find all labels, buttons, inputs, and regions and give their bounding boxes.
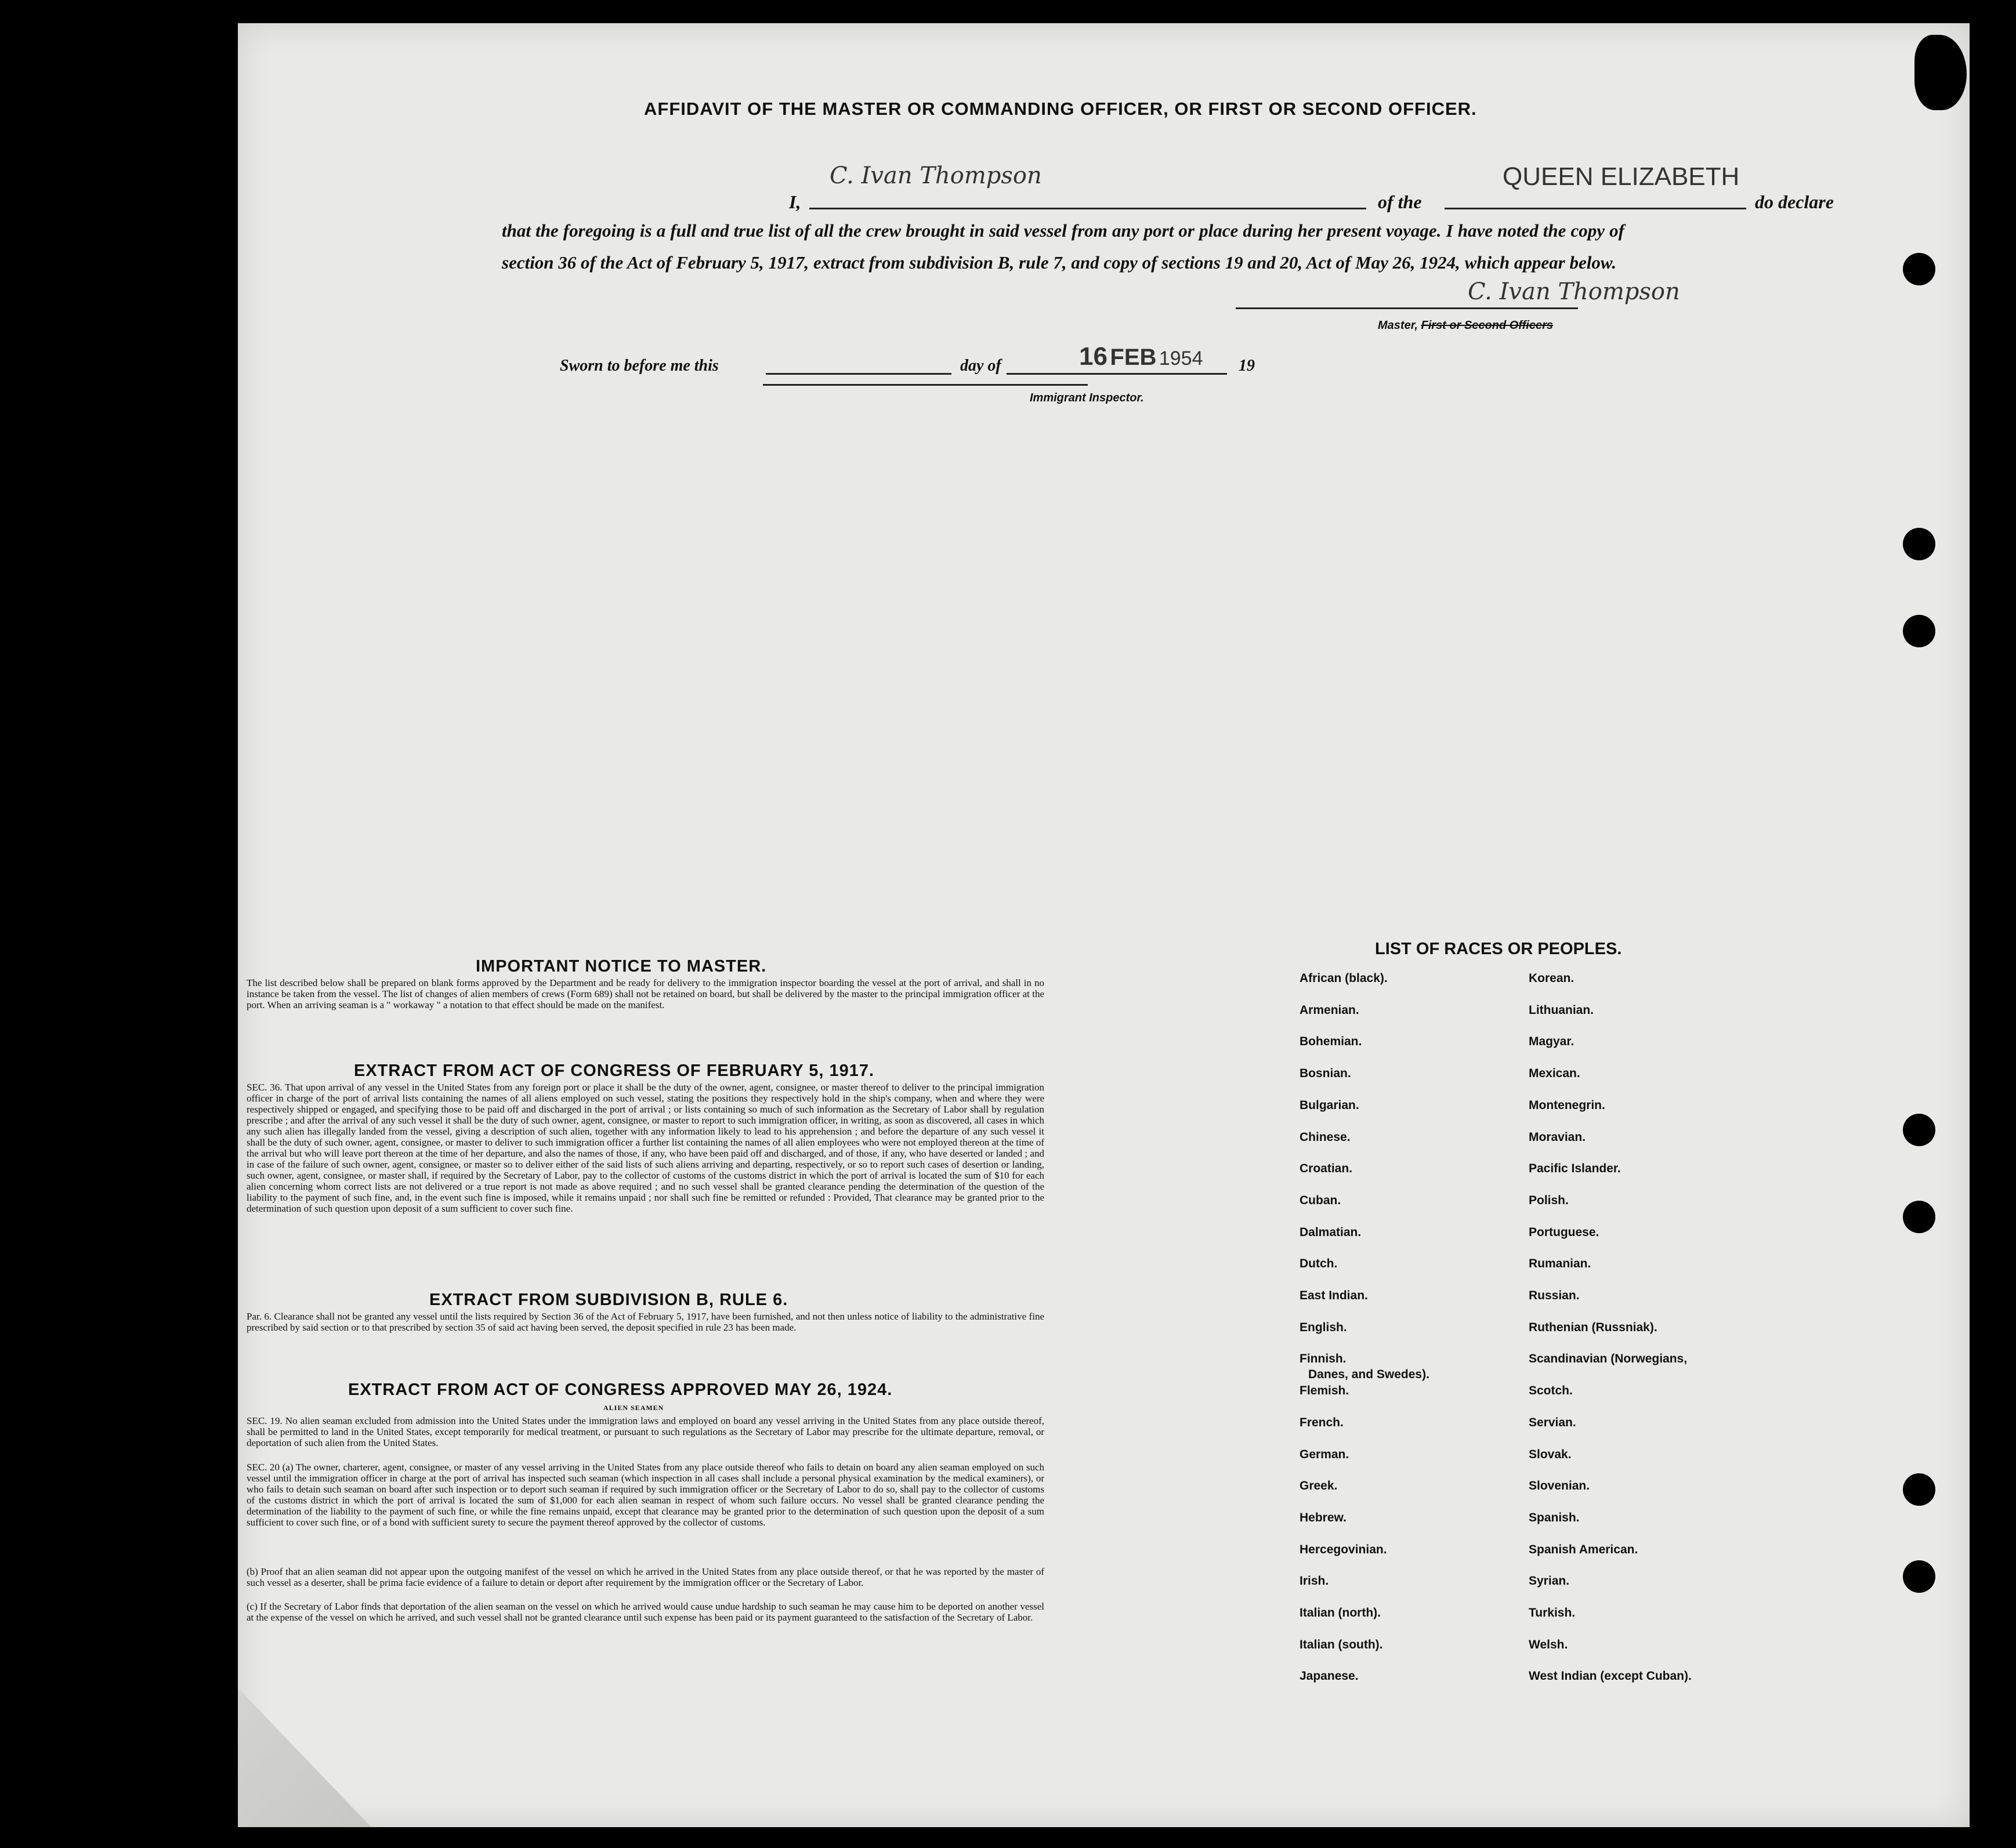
race-item: Croatian. [1300, 1162, 1353, 1175]
race-scandinavian-continued: Danes, and Swedes). [1308, 1368, 1429, 1381]
race-item: Dutch. [1300, 1257, 1338, 1270]
i-label: I, [789, 191, 801, 212]
binder-hole [1903, 1560, 1935, 1593]
master-caption-struck: First or Second Officers [1421, 319, 1553, 332]
race-item: German. [1300, 1448, 1349, 1461]
race-item: Polish. [1529, 1194, 1569, 1207]
notice-text: The list described below shall be prepared on blank forms approved by the Department and be ready for delivery to the immigration inspector boarding the vessel at the port of arrival, and shall in no instance be taken from the vessel. The list of changes of alien members of crews (Form 689) shall not be retained on board, but shall be delivered by the master to the principal immigration officer at the port. When an arriving seaman is a " workaway " a notation to that effect should be made on the manifest. [247, 977, 1044, 1010]
extract-1917-title: EXTRACT FROM ACT OF CONGRESS OF FEBRUARY 5, 1917. [354, 1061, 875, 1080]
race-item: Scandinavian (Norwegians, [1529, 1352, 1688, 1365]
race-item: Greek. [1300, 1479, 1338, 1492]
date-stamp-month: FEB [1110, 345, 1157, 370]
master-name-signature: C. Ivan Thompson [830, 162, 1042, 189]
race-item: Bulgarian. [1300, 1099, 1359, 1112]
race-item: Slovak. [1529, 1448, 1572, 1461]
do-declare-label: do declare [1755, 191, 1834, 212]
races-title: LIST OF RACES OR PEOPLES. [1375, 940, 1622, 958]
race-item: Magyar. [1529, 1035, 1575, 1048]
master-caption [1378, 319, 1553, 332]
extract-1917-text: SEC. 36. That upon arrival of any vessel in the United States from any foreign port or place it shall be the duty of the owner, agent, consignee, or master thereof to deliver to the principal immigration officer in charge of the port of arrival lists containing the names of all aliens employed on such vessel, stating the positions they respectively hold in the ship's company, when and where they were respectively shipped or engaged, and specifying those to be paid off and discharged in the port of arrival ; or lists containing so much of such information as the Secretary of Labor shall by regulation prescribe ; and after the arrival of any such vessel it shall be the duty of such owner, agent, consignee, or master to report to such immigration officer, in writing, as soon as discovered, all cases in which any such alien has illegally landed from the vessel, giving a description of such alien, together with any information likely to lead to his apprehension ; and before the departure of any such vessel it shall be the duty of such owner, agent, consignee, or master to deliver to such immigration officer a further list containing the names of all alien employees who were not employed thereon at the time of the arrival but who will leave port thereon at the time of her departure, and also the names of those, if any, who have been paid off and discharged, and of those, if any, who have deserted or landed ; and in case of the failure of such owner, agent, consignee, or master so to deliver either of the said lists of such aliens arriving and departing, respectively, or so to report such cases of desertion or landing, such owner, agent, consignee, or master shall, if required by the Secretary of Labor, pay to the collector of customs of the customs district in which the port of arrival is located the sum of $10 for each alien concerning whom correct lists are not delivered or a true report is not made as above required ; and no such vessel shall be granted clearance pending the determination of the question of the liability to the payment of such fine, and, in the event such fine is imposed, while it remains unpaid ; nor shall such fine be remitted or refunded : Provided, That clearance may be granted prior to the determination of such question upon deposit of a sum sufficient to cover such fine. [247, 1082, 1044, 1214]
race-item: West Indian (except Cuban). [1529, 1669, 1692, 1683]
master-signature: C. Ivan Thompson [1468, 278, 1680, 305]
race-item: Chinese. [1300, 1130, 1351, 1144]
race-item: Scotch. [1529, 1384, 1573, 1397]
race-item: Flemish. [1300, 1384, 1349, 1397]
extract-1924-sec20a: SEC. 20 (a) The owner, charterer, agent, consignee, or master of any vessel arriving in the United States from any place outside thereof who fails to detain on board any alien seaman employed on such vessel until the immigration officer in charge at the port of arrival has inspected such seaman (which inspection in all cases shall include a personal physical examination by the medical examiners), or who fails to detain such seaman on board after such inspection or to deport such seaman if required by such immigration officer or the Secretary of Labor to do so, shall pay to the collector of customs of the customs district in which the port of arrival is located the sum of $1,000 for each alien seaman in respect of whom such failure occurs. No vessel shall be granted clearance pending the determination of the liability to the payment of such fine, or while the fine remains unpaid, except that clearance may be granted prior to the determination of such question upon the deposit of a sum sufficient to cover such fine, or of a bond with sufficient surety to secure the payment thereof approved by the collector of customs. [247, 1462, 1044, 1528]
subdivision-b-title: EXTRACT FROM SUBDIVISION B, RULE 6. [429, 1291, 788, 1309]
race-item: Ruthenian (Russniak). [1529, 1321, 1657, 1334]
race-item: English. [1300, 1321, 1347, 1334]
inspector-caption: Immigrant Inspector. [1030, 392, 1144, 404]
subdivision-b-text: Par. 6. Clearance shall not be granted any vessel until the lists required by Section 36 of the Act of February 5, 1917, have been furnished, and not then unless notice of liability to the administrative fine prescribed by said section or to that prescribed by section 35 of said act having been served, the deposit specified in rule 23 has been made. [247, 1311, 1044, 1333]
race-item: Russian. [1529, 1289, 1580, 1302]
binder-hole [1903, 1201, 1935, 1233]
extract-1924-sec19: SEC. 19. No alien seaman excluded from admission into the United States under the immigration laws and employed on board any vessel arriving in the United States from any place outside thereof, shall be permitted to land in the United States, except temporarily for medical treatment, or pursuant to such regulations as the Secretary of Labor may prescribe for the ultimate departure, removal, or deportation of such alien from the United States. [247, 1415, 1044, 1448]
race-item: Welsh. [1529, 1638, 1568, 1651]
race-item: African (black). [1300, 972, 1388, 985]
race-item: Bosnian. [1300, 1067, 1351, 1080]
race-item: Hebrew. [1300, 1511, 1347, 1524]
extract-1924-title: EXTRACT FROM ACT OF CONGRESS APPROVED MAY 26, 1924. [348, 1380, 893, 1399]
sworn-month-line [1007, 373, 1227, 375]
race-item: Rumanian. [1529, 1257, 1591, 1270]
race-item: Mexican. [1529, 1067, 1580, 1080]
vessel-name-stamp: QUEEN ELIZABETH [1503, 162, 1740, 191]
race-item: Portuguese. [1529, 1226, 1599, 1239]
race-item: Cuban. [1300, 1194, 1341, 1207]
day-of-label: day of [960, 357, 1001, 375]
extract-1924-sec20b: (b) Proof that an alien seaman did not appear upon the outgoing manifest of the vessel on which he arrived in the United States from any place outside thereof, or that he was reported by the master of such vessel as a deserter, shall be prima facie evidence of a failure to detain or deport after requirement by the immigration officer or the Secretary of Labor. [247, 1566, 1044, 1588]
alien-seamen-subtitle: ALIEN SEAMEN [603, 1404, 664, 1412]
race-item: Lithuanian. [1529, 1003, 1594, 1017]
date-stamp-year: 1954 [1159, 347, 1203, 369]
master-caption-label: Master, [1378, 319, 1418, 332]
race-item: East Indian. [1300, 1289, 1368, 1302]
vessel-line [1445, 208, 1746, 209]
race-item: Spanish. [1529, 1511, 1580, 1524]
date-stamp-day: 16 [1079, 342, 1107, 371]
of-the-label: of the [1378, 191, 1422, 212]
race-item: Italian (south). [1300, 1638, 1383, 1651]
race-item: Pacific Islander. [1529, 1162, 1621, 1175]
affidavit-statement: that the foregoing is a full and true list of all the crew brought in said vessel from any port or place during her present voyage. I have noted the copy of section 36 of the Act of February 5, 1917, extract from subdivision B, rule 7, and copy of sections 19 and 20, Act of May 26, 1924, which appear below. [502, 220, 1624, 273]
race-item: Italian (north). [1300, 1606, 1381, 1619]
inspector-line [763, 384, 1088, 386]
race-item: Dalmatian. [1300, 1226, 1362, 1239]
date-stamp [1079, 342, 1203, 371]
name-line [809, 208, 1366, 209]
sworn-label: Sworn to before me this [560, 357, 719, 375]
binder-hole [1903, 1473, 1935, 1506]
race-item: Turkish. [1529, 1606, 1576, 1619]
race-item: Syrian. [1529, 1574, 1570, 1588]
folded-corner [238, 1688, 371, 1827]
race-item: Bohemian. [1300, 1035, 1362, 1048]
signature-line [1236, 307, 1578, 309]
torn-corner [1914, 35, 1967, 110]
race-item: Moravian. [1529, 1130, 1586, 1144]
race-item: Montenegrin. [1529, 1099, 1605, 1112]
binder-hole [1903, 253, 1935, 285]
race-item: Servian. [1529, 1416, 1576, 1429]
binder-hole [1903, 1114, 1935, 1146]
race-item: Irish. [1300, 1574, 1329, 1588]
affidavit-title: AFFIDAVIT OF THE MASTER OR COMMANDING OFFICER, OR FIRST OR SECOND OFFICER. [644, 99, 1477, 119]
sworn-day-line [766, 373, 951, 375]
race-item: Spanish American. [1529, 1543, 1638, 1556]
race-item: French. [1300, 1416, 1344, 1429]
document-page [238, 23, 1970, 1827]
binder-hole [1903, 528, 1935, 560]
binder-hole [1903, 615, 1935, 647]
extract-1924-sec20c: (c) If the Secretary of Labor finds that deportation of the alien seaman on the vessel on which he arrived would cause undue hardship to such seaman he may cause him to be deported on another vessel at the expense of the vessel on which he arrived, and such vessel shall not be granted clearance until such expense has been paid or its payment guaranteed to the satisfaction of the Secretary of Labor. [247, 1601, 1044, 1623]
race-item: Finnish. [1300, 1352, 1347, 1365]
notice-title: IMPORTANT NOTICE TO MASTER. [476, 957, 767, 976]
race-item: Slovenian. [1529, 1479, 1590, 1492]
race-item: Japanese. [1300, 1669, 1359, 1683]
race-item: Korean. [1529, 972, 1575, 985]
year-prefix: 19 [1239, 357, 1255, 375]
race-item: Hercegovinian. [1300, 1543, 1387, 1556]
race-item: Armenian. [1300, 1003, 1359, 1017]
